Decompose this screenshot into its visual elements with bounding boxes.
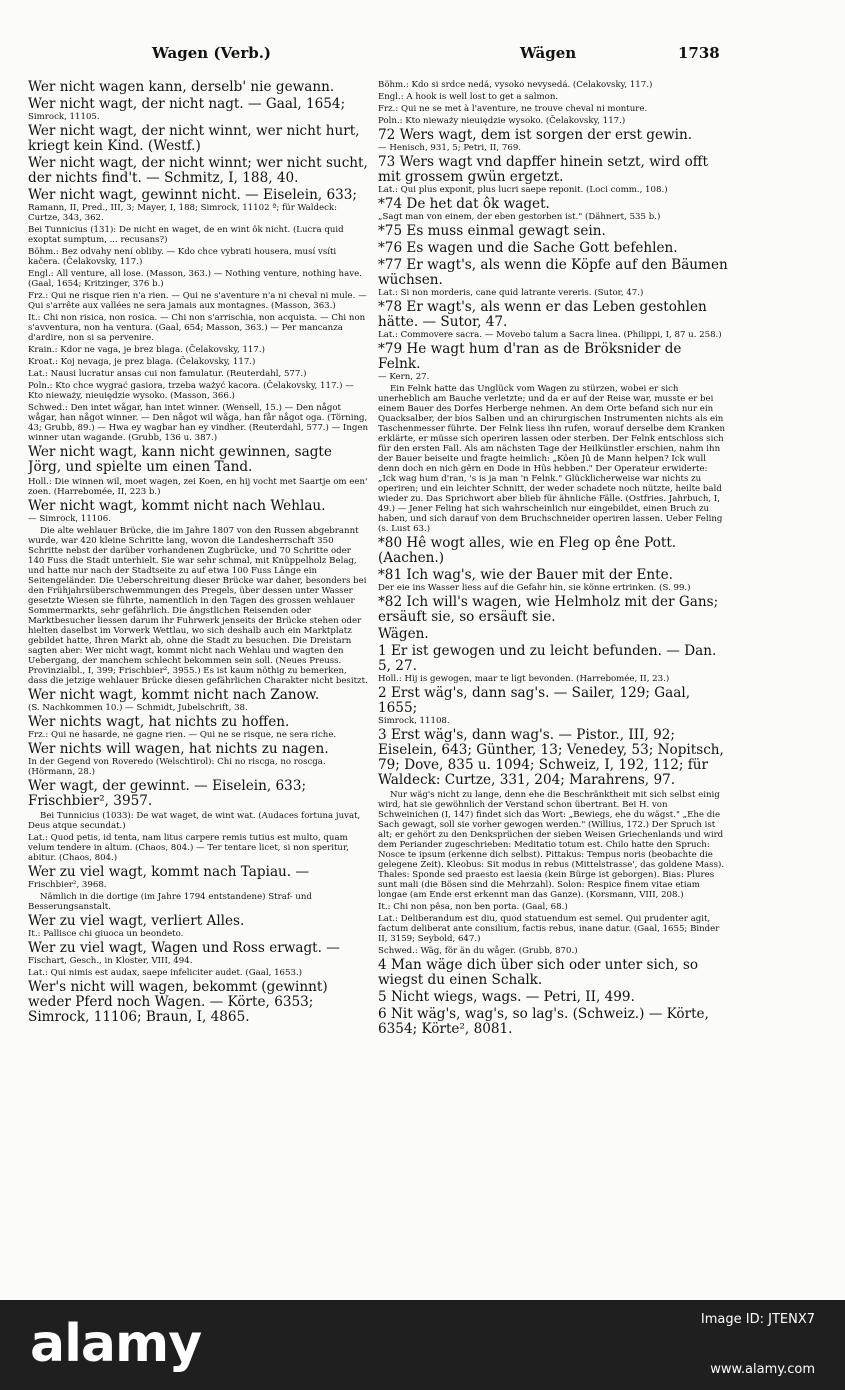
proverb-entry bbox=[378, 728, 728, 788]
source-note: Nur wäg's nicht zu lange, denn ehe die Beschränktheit mit sich selbst einig wird, hat sie gewöhnlich der Verstand schon übertrant. Bei H. von Schweinichen (I, 147) findet sich das Wort: „Bewiegs, ehe du wägst." „Ehe die Sach gewagt, soll sie vorher gewogen werden." (Willius, 172.) Der Spruch ist alt; er gehört zu den Denksprüchen der sieben Weisen Griechenlands und wird dem Periander zugeschrieben: Meditatio totum est. Chilo hatte den Spruch: Nosce te ipsum (erkenne dich selbst). Pittakus: Tempus noris (beobachte die gelegene Zeit). Kleobus: Sit modus in rebus (Mittelstrasse', das goldene Mass). Thales: Sponde sed praesto est laesia (kein Bürge ist geborgen). Bias: Plures sunt mali (die Bösen sind die Mehrzahl). Solon: Respice finem vitae etiam longae (am Ende erst erkennt man das Ganze). (Korsmann, VIII, 208.) bbox=[378, 790, 725, 900]
source-note: — Simrock, 11106. bbox=[28, 514, 111, 524]
proverb-text: Wer wagt, der gewinnt. — Eiselein, 633; Frischbier², 3957. bbox=[28, 778, 307, 809]
proverb-entry bbox=[378, 116, 728, 126]
proverb-entry bbox=[378, 946, 728, 956]
proverb-entry bbox=[378, 384, 728, 534]
left-column bbox=[28, 80, 368, 1300]
source-note: Engl.: All venture, all lose. (Masson, 363.) — Nothing venture, nothing have. (Gaal, 1654; Kritzinger, 376 b.) bbox=[28, 269, 362, 289]
proverb-text: 2 Erst wäg's, dann sag's. — Sailer, 129; Gaal, 1655; bbox=[378, 685, 691, 716]
source-note: Lat.: Quod petis, id tenta, nam litus carpere remis tutius est multo, quam velum tendere in altum. (Chaos, 804.) — Ter tentare licet, si non speritur, abitur. (Chaos, 804.) bbox=[28, 833, 349, 863]
proverb-text: Wer nicht wagt, der nicht winnt; wer nicht sucht, der nichts find't. — Schmitz, I, 188, 40. bbox=[28, 155, 368, 186]
source-note: Holl.: Hij is gewogen, maar te ligt bevonden. (Harrebomée, II, 23.) bbox=[378, 674, 670, 684]
source-note: Bei Tunnicius (1033): De wat waget, de wint wat. (Audaces fortuna juvat, Deus atque secundat.) bbox=[28, 811, 361, 831]
proverb-entry bbox=[28, 269, 368, 289]
proverb-entry bbox=[378, 644, 728, 684]
proverb-entry bbox=[28, 156, 368, 186]
proverb-entry bbox=[28, 369, 368, 379]
source-note: Frz.: Qui ne se met à l'aventure, ne trouve cheval ni monture. bbox=[378, 104, 648, 114]
source-note: Lat.: Qui nimis est audax, saepe infeliciter audet. (Gaal, 1653.) bbox=[28, 968, 303, 978]
proverb-entry bbox=[28, 247, 368, 267]
source-note: Fischart, Gesch., in Kloster, VIII, 494. bbox=[28, 956, 193, 966]
proverb-entry bbox=[28, 313, 368, 343]
proverb-text: Wer nicht wagt, kommt nicht nach Zanow. bbox=[28, 687, 320, 703]
proverb-entry bbox=[378, 902, 728, 912]
proverb-text: 72 Wers wagt, dem ist sorgen der erst gewin. bbox=[378, 127, 693, 143]
source-note: Lat.: Commovere sacra. — Movebo talum a Sacra linea. (Philippi, I, 87 u. 258.) bbox=[378, 330, 722, 340]
source-note: Schwed.: Wäg, för än du wåger. (Grubb, 870.) bbox=[378, 946, 578, 956]
proverb-entry bbox=[378, 197, 728, 222]
proverb-entry bbox=[378, 914, 728, 944]
proverb-entry bbox=[28, 811, 368, 831]
proverb-entry bbox=[28, 291, 368, 311]
proverb-entry bbox=[378, 536, 728, 566]
proverb-entry bbox=[28, 892, 368, 912]
proverb-text: 6 Nit wäg's, wag's, so lag's. (Schweiz.) — Körte, 6354; Körte², 8081. bbox=[378, 1006, 709, 1037]
proverb-text: Wägen. bbox=[378, 626, 429, 642]
proverb-text: *74 De het dat ôk waget. bbox=[378, 196, 550, 212]
proverb-text: Wer nicht wagt, der nicht winnt, wer nicht hurt, kriegt kein Kind. (Westf.) bbox=[28, 123, 360, 154]
source-note: Böhm.: Kdo si srdce nedá, vysoko nevysedá. (Čelakovsky, 117.) bbox=[378, 80, 653, 90]
source-note: Lat.: Nausi lucratur ansas cui non famulatur. (Reuterdahl, 577.) bbox=[28, 369, 307, 379]
alamy-logo: alamy bbox=[30, 1314, 202, 1374]
source-note: Engl.: A hook is well lost to get a salmon. bbox=[378, 92, 559, 102]
proverb-text: Wer nicht wagen kann, derselb' nie gewann. bbox=[28, 80, 335, 95]
proverb-text: *75 Es muss einmal gewagt sein. bbox=[378, 223, 606, 239]
page-number: 1738 bbox=[678, 44, 720, 62]
source-note: In der Gegend von Roveredo (Welschtirol): Chi no riscga, no roscga. (Hörmann, 28.) bbox=[28, 757, 326, 777]
site-url: www.alamy.com bbox=[710, 1362, 815, 1377]
source-note: Die alte wehlauer Brücke, die im Jahre 1807 von den Russen abgebrannt wurde, war 420 kleine Schritte lang, wovon die Landesherrschaft 350 Schritte nebst der darüber vorhandenen Zugbrücke, und 70 Schritte oder 140 Fuss die Stadt unterhielt. Sie war sehr schmal, mit Knüppelholz Belag, und hatte nur nach der Stadtseite zu auf etwa 100 Fuss Länge ein Seitengeländer. Die Ueberschreitung dieser Brücke war daher, besonders bei den Frühjahrsüberschwemmungen des Pregels, über dessen unter Wasser gesetzte Wiesen sie führte, namentlich in den Tagen des grossen wehlauer Sommermarkts, sehr gefährlich. Die ängstlichen Reisenden oder Marktbesucher liessen darum ihr Fuhrwerk jenseits der Brücke stehen oder hielten daselbst im Vorwerk Wettlau, wo sich deshalb auch ein Marktplatz gebildet hatte, Ihren Markt ab, ohne die Stadt zu besuchen. Die Dreistarn sagten aber: Wer nicht wagt, kommt nicht nach Wehlau und wagten den Uebergang, der manchem schlecht bekommen sein soll. (Neues Preuss. Provinzialbl., I, 399; Frischbier², 3955.) Es ist kaum nöthig zu bemerken, dass die jetzige wehlauer Brücke diesen gefährlichen Charakter nicht besitzt. bbox=[28, 526, 368, 686]
source-note: Ein Felnk hatte das Unglück vom Wagen zu stürzen, wobei er sich unerheblich am Bauche verletzte; und da er auf der Reise war, musste er bei einem Bauer des Dorfes Herberge nehmen. An dem Orte befand sich nur ein Quacksalber, der bios Salben und an chirurgischen Instrumenten nichts als ein Taschenmesser führte. Der Felnk liess ihn rufen, worauf derselbe dem Kranken erklärte, er müsse sich operiren lassen oder sterben. Der Felnk entschloss sich für den ersten Fall. Als am nächsten Tage der Heilkünstler erschien, nahm ihn der Bauer beiseite und fragte heimlich: „Kôen Jû de Mann helpen? Ick wull denn doch en nich gêrn en Dode in Hûs hebben." Der Operateur erwiderte: „Ick wag hum d'ran, 's is ja man 'n Felnk." Glücklicherweise war nichts zu operiren; und ein leichter Schnitt, der weder schadete noch nützte, heilte bald wieder zu. Das Sprichwort aber blieb für ähnliche Fälle. (Ostfries. Jahrbuch, I, 49.) — Jener Feling hat sich wahrscheinlich nur eingebildet, einen Bruch zu haben, und sich darauf von dem Bruchschneider operiren lassen. Ueber Feling (s. Lust 63.) bbox=[378, 384, 726, 534]
running-head-left: Wagen (Verb.) bbox=[152, 44, 272, 62]
proverb-entry bbox=[378, 80, 728, 90]
right-column bbox=[378, 80, 728, 1300]
proverb-entry bbox=[378, 990, 728, 1005]
running-head-center: Wägen bbox=[520, 44, 577, 62]
proverb-entry bbox=[378, 300, 728, 340]
source-note: It.: Chi non risica, non rosica. — Chi non s'arrischia, non acquista. — Chi non s'avventura, non ha ventura. (Gaal, 654; Masson, 363.) — Per mancanza d'ardire, non si sa pervenire. bbox=[28, 313, 366, 343]
image-id-label: Image ID: JTENX7 bbox=[700, 1312, 815, 1327]
proverb-entry bbox=[28, 80, 368, 95]
proverb-text: *82 Ich will's wagen, wie Helmholz mit der Gans; ersäuft sie, so ersäuft sie. bbox=[378, 594, 719, 625]
proverb-entry bbox=[378, 92, 728, 102]
proverb-entry bbox=[28, 715, 368, 740]
source-note: — Kern, 27. bbox=[378, 372, 430, 382]
proverb-text: *76 Es wagen und die Sache Gott befehlen. bbox=[378, 240, 678, 256]
source-note: Poln.: Kto chce wygrać gasiora, trzeba ważyć kacora. (Čelakovsky, 117.) — Kto nieważy, nieuiędzie wysoko. (Masson, 366.) bbox=[28, 381, 354, 401]
proverb-entry bbox=[28, 688, 368, 713]
source-note: Simrock, 11105. bbox=[28, 112, 100, 122]
proverb-entry bbox=[378, 1007, 728, 1037]
proverb-entry bbox=[28, 225, 368, 245]
proverb-entry bbox=[378, 104, 728, 114]
proverb-text: *80 Hê wogt alles, wie en Fleg op êne Pott. (Aachen.) bbox=[378, 535, 677, 566]
proverb-text: Wer nichts wagt, hat nichts zu hoffen. bbox=[28, 714, 290, 730]
source-note: Bei Tunnicius (131): De nicht en waget, de en wint ôk nicht. (Lucra quid exoptat sumptum, ... recusans?) bbox=[28, 225, 344, 245]
proverb-text: Wer nicht wagt, kommt nicht nach Wehlau. bbox=[28, 498, 326, 514]
proverb-text: Wer zu viel wagt, Wagen und Ross erwagt. — bbox=[28, 940, 340, 956]
source-note: (S. Nachkommen 10.) — Schmidt, Jubelschrift, 38. bbox=[28, 703, 248, 713]
proverb-entry bbox=[28, 526, 368, 686]
proverb-text: Wer zu viel wagt, verliert Alles. bbox=[28, 913, 245, 929]
source-note: Kroat.: Koj nevaga, je prez blaga. (Čelakovsky, 117.) bbox=[28, 357, 256, 367]
source-note: Frischbier², 3968. bbox=[28, 880, 107, 890]
proverb-entry bbox=[28, 403, 368, 443]
proverb-text: *81 Ich wag's, wie der Bauer mit der Ente. bbox=[378, 567, 673, 583]
proverb-entry bbox=[28, 188, 368, 223]
proverb-entry bbox=[378, 258, 728, 298]
source-note: Lat.: Deliberandum est diu, quod statuendum est semel. Qui prudenter agit, factum deliberat ante consilium, factis rebus, inane datur. (Gaal, 1655; Binder II, 3159; Seybold, 647.) bbox=[378, 914, 720, 944]
stock-footer-bar bbox=[0, 1300, 845, 1390]
proverb-text: *79 He wagt hum d'ran as de Bröksnider de Felnk. bbox=[378, 341, 682, 372]
proverb-text: 5 Nicht wiegs, wags. — Petri, II, 499. bbox=[378, 989, 635, 1005]
proverb-text: Wer nichts will wagen, hat nichts zu nagen. bbox=[28, 741, 329, 757]
proverb-entry bbox=[28, 779, 368, 809]
proverb-entry bbox=[28, 445, 368, 475]
proverb-entry bbox=[378, 686, 728, 726]
proverb-entry bbox=[28, 941, 368, 966]
proverb-entry bbox=[28, 357, 368, 367]
proverb-entry bbox=[378, 958, 728, 988]
proverb-entry bbox=[28, 865, 368, 890]
proverb-text: 3 Erst wäg's, dann wag's. — Pistor., III, 92; Eiselein, 643; Günther, 13; Venedey, 53; Nopitsch, 79; Dove, 835 u. 1094; Schweiz, I, 192, 112; für Waldeck: Curtze, 331, 204; Marahrens, 97. bbox=[378, 727, 724, 788]
proverb-entry bbox=[28, 980, 368, 1025]
proverb-text: Wer nicht wagt, der nicht nagt. — Gaal, 1654; bbox=[28, 96, 346, 112]
proverb-entry bbox=[28, 499, 368, 524]
proverb-text: *77 Er wagt's, als wenn die Köpfe auf den Bäumen wüchsen. bbox=[378, 257, 728, 288]
proverb-entry bbox=[28, 381, 368, 401]
source-note: Frz.: Qui ne risque rien n'a rien. — Qui ne s'aventure n'a ni cheval ni mule. — Qui s'arrête aux vallées ne sera jamais aux montagnes. (Masson, 363.) bbox=[28, 291, 367, 311]
proverb-entry bbox=[378, 568, 728, 593]
proverb-text: 4 Man wäge dich über sich oder unter sich, so wiegst du einen Schalk. bbox=[378, 957, 699, 988]
proverb-entry bbox=[28, 124, 368, 154]
proverb-entry bbox=[28, 345, 368, 355]
source-note: Frz.: Qui ne hasarde, ne gagne rien. — Qui ne se risque, ne sera riche. bbox=[28, 730, 337, 740]
proverb-entry bbox=[28, 742, 368, 777]
proverb-entry bbox=[28, 914, 368, 939]
proverb-entry bbox=[378, 790, 728, 900]
source-note: Poln.: Kto nieważy nieuiędzie wysoko. (Čelakovsky, 117.) bbox=[378, 116, 626, 126]
proverb-entry bbox=[378, 342, 728, 382]
proverb-entry bbox=[378, 224, 728, 239]
source-note: Ramann, II, Pred., III, 3; Mayer, I, 188; Simrock, 11102 ª; für Waldeck: Curtze, 343, 362. bbox=[28, 203, 337, 223]
proverb-text: Wer nicht wagt, kann nicht gewinnen, sagte Jörg, und spielte um einen Tand. bbox=[28, 444, 332, 475]
source-note: Nämlich in die dortige (im Jahre 1794 entstandene) Straf- und Besserungsanstalt. bbox=[28, 892, 312, 912]
source-note: „Sagt man von einem, der eben gestorben ist." (Dähnert, 535 b.) bbox=[378, 212, 661, 222]
proverb-entry bbox=[378, 595, 728, 625]
source-note: Simrock, 11108. bbox=[378, 716, 450, 726]
source-note: Der eie ins Wasser liess auf die Gefahr hin, sie könne ertrinken. (S. 99.) bbox=[378, 583, 691, 593]
source-note: Holl.: Die winnen wil, moet wagen, zei Koen, en hij vocht met Saartje om een' zoen. (Harrebomée, II, 223 b.) bbox=[28, 477, 368, 497]
proverb-text: Wer zu viel wagt, kommt nach Tapiau. — bbox=[28, 864, 310, 880]
source-note: Krain.: Kdor ne vaga, je brez blaga. (Čelakovsky, 117.) bbox=[28, 345, 265, 355]
source-note: Böhm.: Bez odvahy není obliby. — Kdo chce vybrati housera, musí vsíti kačera. (Čelakovsky, 117.) bbox=[28, 247, 337, 267]
proverb-entry bbox=[28, 97, 368, 122]
source-note: — Henisch, 931, 5; Petri, II, 769. bbox=[378, 143, 522, 153]
proverb-entry bbox=[28, 968, 368, 978]
proverb-entry bbox=[28, 833, 368, 863]
proverb-text: Wer's nicht will wagen, bekommt (gewinnt) weder Pferd noch Wagen. — Körte, 6353; Simrock, 11106; Braun, I, 4865. bbox=[28, 979, 328, 1025]
source-note: Lat.: Si non morderis, cane quid latrante vereris. (Sutor, 47.) bbox=[378, 288, 644, 298]
proverb-entry bbox=[378, 155, 728, 195]
proverb-entry bbox=[378, 128, 728, 153]
source-note: It.: Chi non pêsa, non ben porta. (Gaal, 68.) bbox=[378, 902, 568, 912]
proverb-text: 73 Wers wagt vnd dapffer hinein setzt, wird offt mit grossem gwün ergetzt. bbox=[378, 154, 708, 185]
proverb-entry bbox=[28, 477, 368, 497]
proverb-entry bbox=[378, 241, 728, 256]
proverb-text: *78 Er wagt's, als wenn er das Leben gestohlen hätte. — Sutor, 47. bbox=[378, 299, 707, 330]
source-note: Lat.: Qui plus exponit, plus lucri saepe reponit. (Loci comm., 108.) bbox=[378, 185, 668, 195]
proverb-entry bbox=[378, 627, 728, 642]
source-note: Schwed.: Den intet wågar, han intet winner. (Wensell, 15.) — Den något wågar, han något winner. — Den något wil wåga, han får något oga. (Törning, 43; Grubb, 89.) — Hwa ey wagbar han ey vindher. (Reuterdahl, 577.) — Ingen winner utan wagande. (Grubb, 136 u. 387.) bbox=[28, 403, 368, 443]
proverb-text: Wer nicht wagt, gewinnt nicht. — Eiselein, 633; bbox=[28, 187, 357, 203]
proverb-text: 1 Er ist gewogen und zu leicht befunden. — Dan. 5, 27. bbox=[378, 643, 717, 674]
source-note: It.: Pallisce chi giuoca un beondeto. bbox=[28, 929, 184, 939]
